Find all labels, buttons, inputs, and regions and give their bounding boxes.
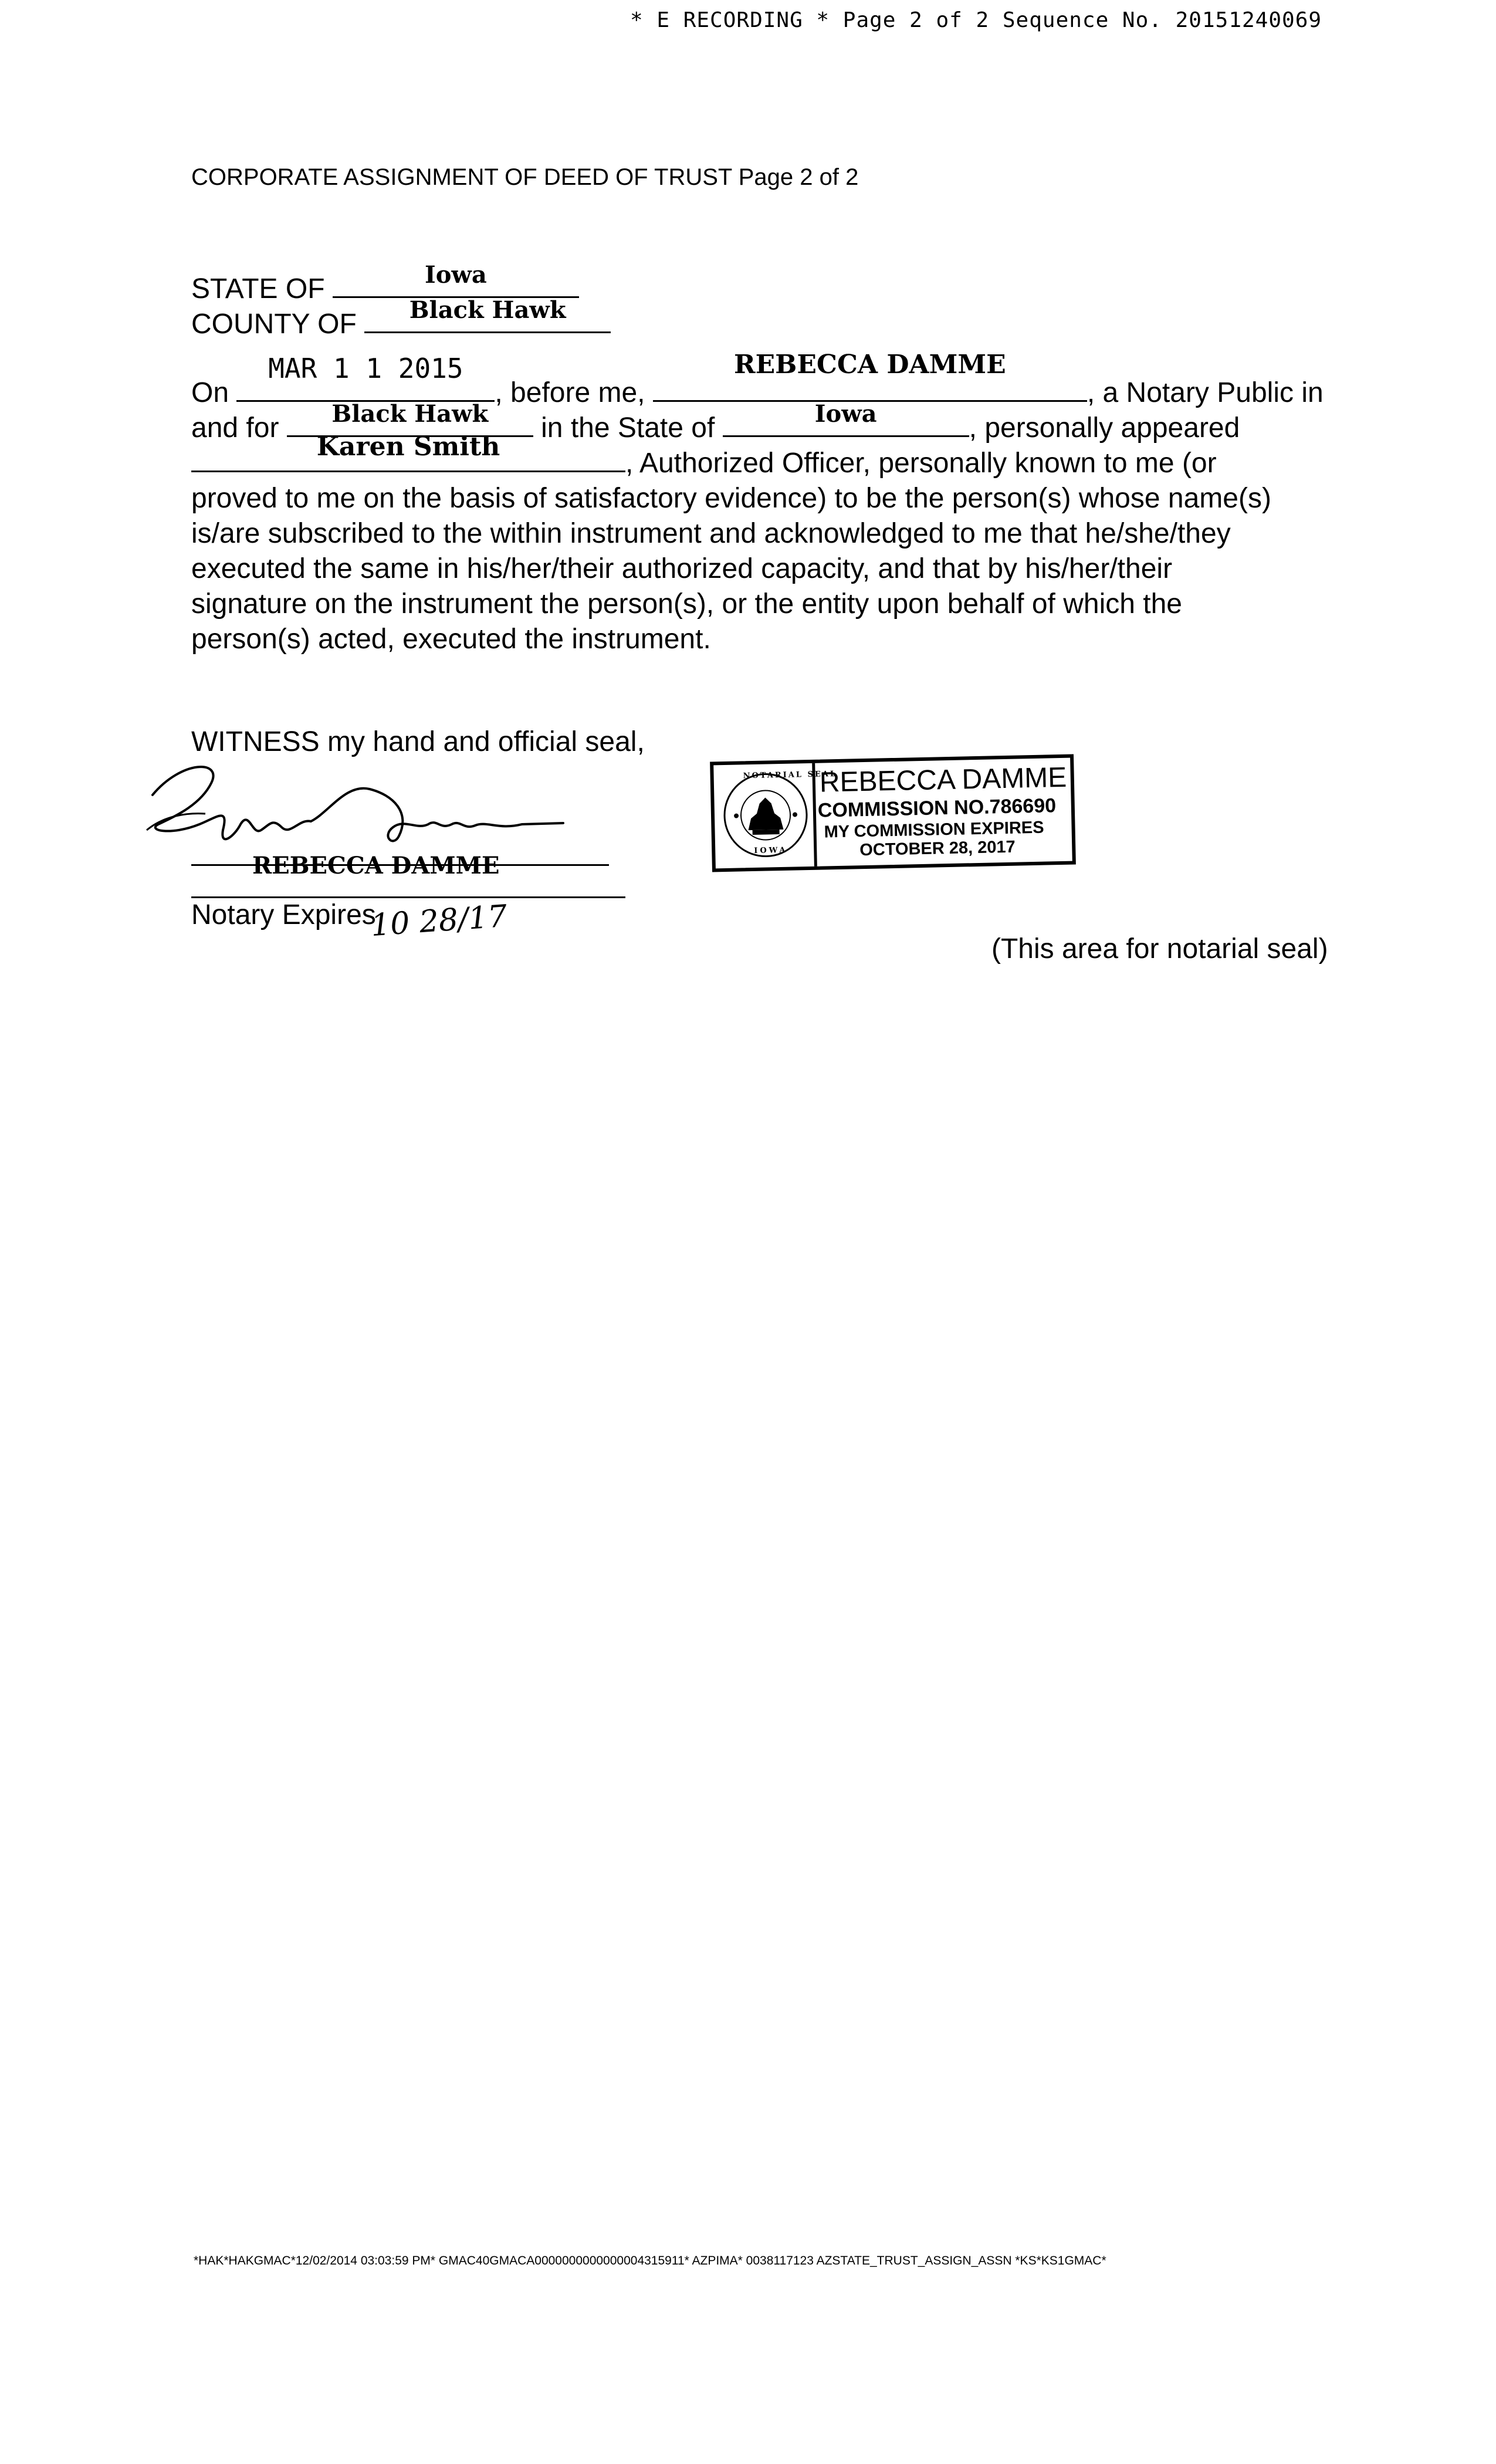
notary-public-in-text: , a Notary Public in xyxy=(1087,377,1324,408)
notary-name-value: REBECCA DAMME xyxy=(734,350,1006,380)
paragraph-line: person(s) acted, executed the instrument. xyxy=(191,624,711,655)
signature-printed-name: REBECCA DAMME xyxy=(252,852,500,879)
in-state-field xyxy=(723,400,969,437)
paragraph-line: proved to me on the basis of satisfactory evidence) to be the person(s) whose name(s) xyxy=(191,483,1271,514)
in-state-value: Iowa xyxy=(814,400,877,428)
on-label: On xyxy=(191,377,229,408)
county-line xyxy=(191,296,611,342)
date-value: MAR 1 1 2015 xyxy=(268,353,463,384)
seal-ring-bottom: IOWA xyxy=(754,845,788,855)
paragraph-line: is/are subscribed to the within instrument and acknowledged to me that he/she/they xyxy=(191,518,1231,549)
county-label: COUNTY OF xyxy=(191,309,357,340)
recording-header: * E RECORDING * Page 2 of 2 Sequence No. 20151240069 xyxy=(630,8,1322,32)
seal-expires-date: OCTOBER 28, 2017 xyxy=(859,837,1016,860)
and-for-value: Black Hawk xyxy=(331,400,489,428)
seal-expires-label: MY COMMISSION EXPIRES xyxy=(824,818,1044,842)
notary-expires-handwritten: 10 28/17 xyxy=(370,898,509,944)
seal-name: REBECCA DAMME xyxy=(819,761,1067,798)
seal-commission: COMMISSION NO.786690 xyxy=(817,794,1057,822)
paragraph-line: executed the same in his/her/their authorized capacity, and that by his/her/their xyxy=(191,553,1173,584)
footer-tracking: *HAK*HAKGMAC*12/02/2014 03:03:59 PM* GMAC40GMACA0000000000000004315911* AZPIMA* 0038117123 AZSTATE_TRUST_ASSIGN_ASSN *KS*KS1GMAC* xyxy=(194,2254,1106,2267)
authorized-officer-text: , Authorized Officer, personally known to me (or xyxy=(625,448,1217,479)
notary-seal-stamp xyxy=(710,754,1076,872)
state-value: Iowa xyxy=(425,261,487,289)
officer-name-value: Karen Smith xyxy=(316,432,500,462)
acknowledgment-paragraph xyxy=(191,481,1271,657)
county-field xyxy=(364,296,611,333)
state-label: STATE OF xyxy=(191,273,325,304)
officer-field xyxy=(191,432,625,472)
and-for-label: and for xyxy=(191,412,279,444)
before-me-text: , before me, xyxy=(495,377,645,408)
seal-ring-top: NOTARIAL SEAL xyxy=(743,769,838,781)
acknowledgment-line-3 xyxy=(191,432,1217,481)
notary-expires-label: Notary Expires xyxy=(191,899,376,930)
document-title: CORPORATE ASSIGNMENT OF DEED OF TRUST Page 2 of 2 xyxy=(191,164,859,190)
personally-appeared-text: , personally appeared xyxy=(969,412,1240,444)
witness-statement: WITNESS my hand and official seal, xyxy=(191,726,645,757)
in-state-of-label: in the State of xyxy=(541,412,715,444)
county-value: Black Hawk xyxy=(409,296,566,324)
paragraph-line: signature on the instrument the person(s), or the entity upon behalf of which the xyxy=(191,588,1182,620)
seal-area-note: (This area for notarial seal) xyxy=(991,933,1328,964)
